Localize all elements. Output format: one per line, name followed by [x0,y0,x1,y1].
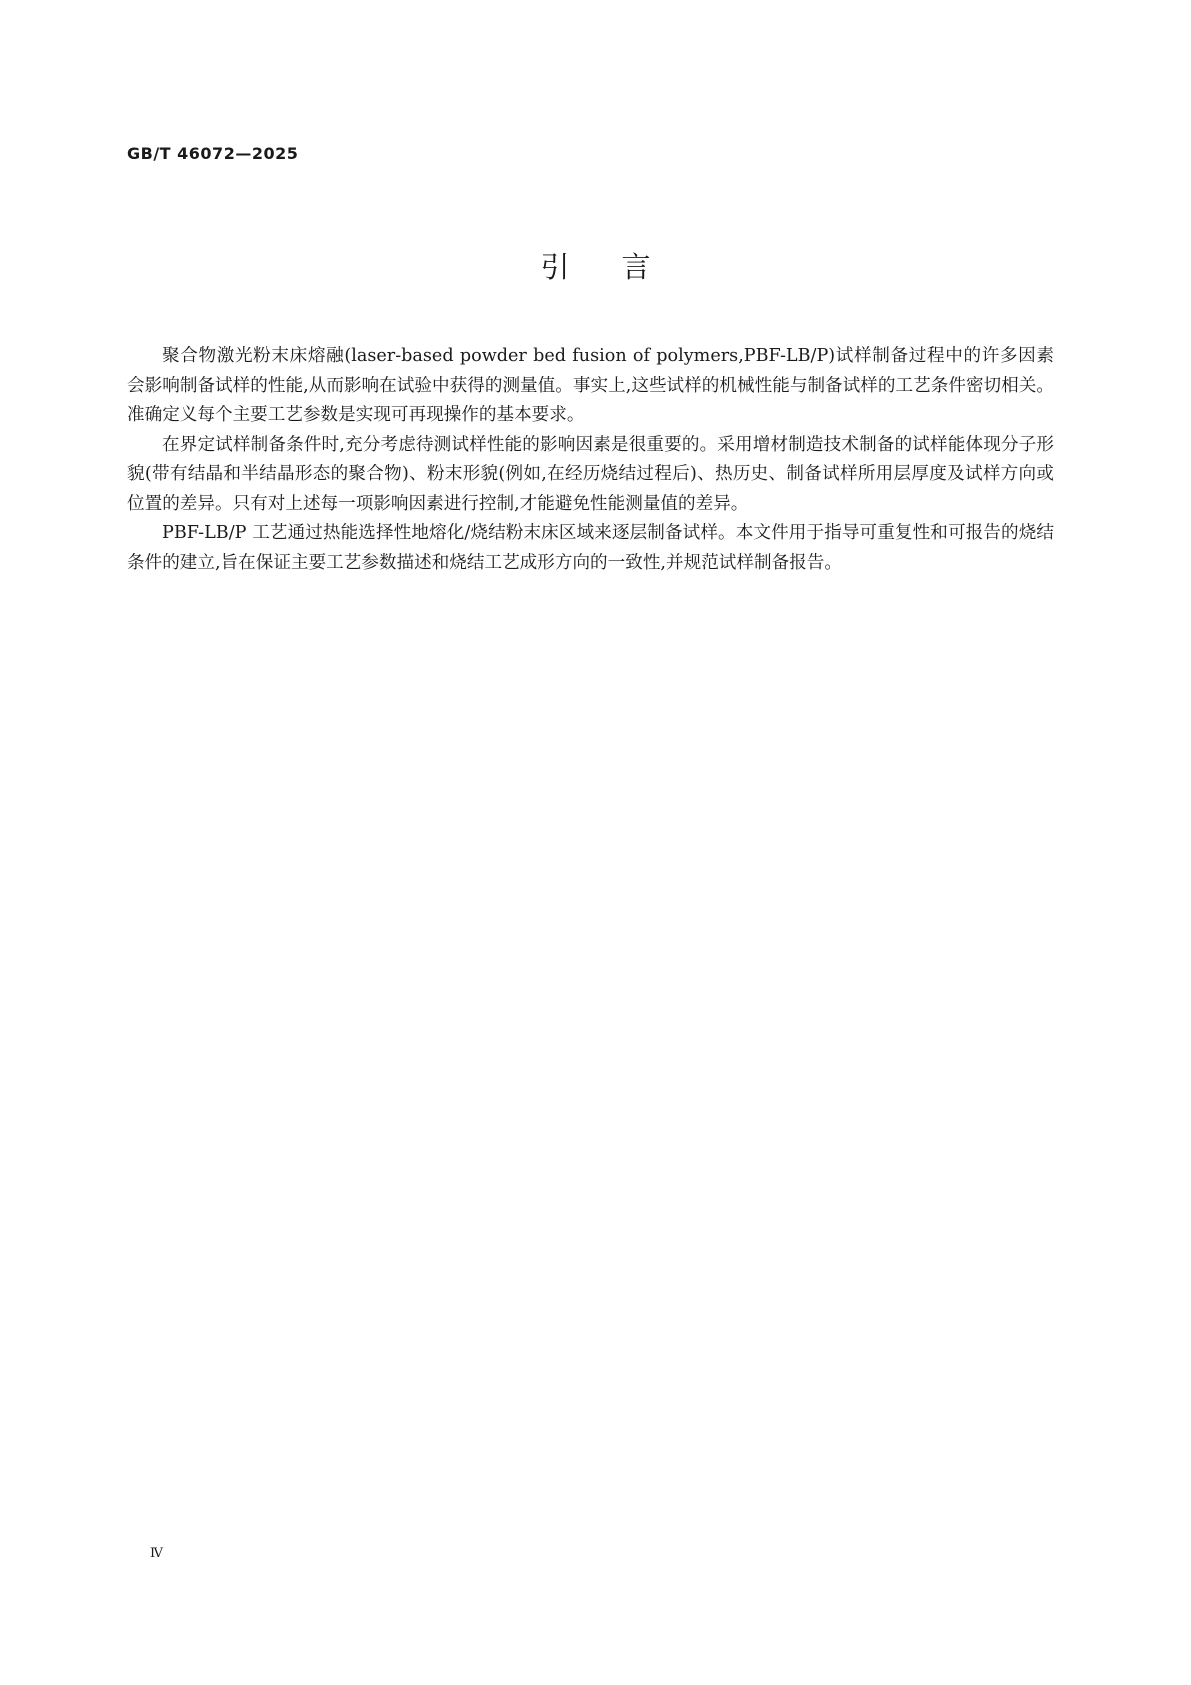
introduction-body [127,342,1054,578]
paragraph-2: 在界定试样制备条件时,充分考虑待测试样性能的影响因素是很重要的。采用增材制造技术制备的试样能体现分子形貌(带有结晶和半结晶形态的聚合物)、粉末形貌(例如,在经历烧结过程后)、热历史、制备试样所用层厚度及试样方向或位置的差异。只有对上述每一项影响因素进行控制,才能避免性能测量值的差异。 [127,434,1054,514]
paragraph-1: 聚合物激光粉末床熔融(laser-based powder bed fusion of polymers,PBF-LB/P)试样制备过程中的许多因素会影响制备试样的性能,从而影响在试验中获得的测量值。事实上,这些试样的机械性能与制备试样的工艺条件密切相关。准确定义每个主要工艺参数是实现可再现操作的基本要求。 [127,346,1054,425]
page-number: Ⅳ [150,1546,163,1561]
section-title: 引言 [540,250,703,284]
paragraph-3: PBF-LB/P 工艺通过热能选择性地熔化/烧结粉末床区域来逐层制备试样。本文件用于指导可重复性和可报告的烧结条件的建立,旨在保证主要工艺参数描述和烧结工艺成形方向的一致性,并规范试样制备报告。 [127,523,1054,573]
standard-number: GB/T 46072—2025 [127,144,299,163]
